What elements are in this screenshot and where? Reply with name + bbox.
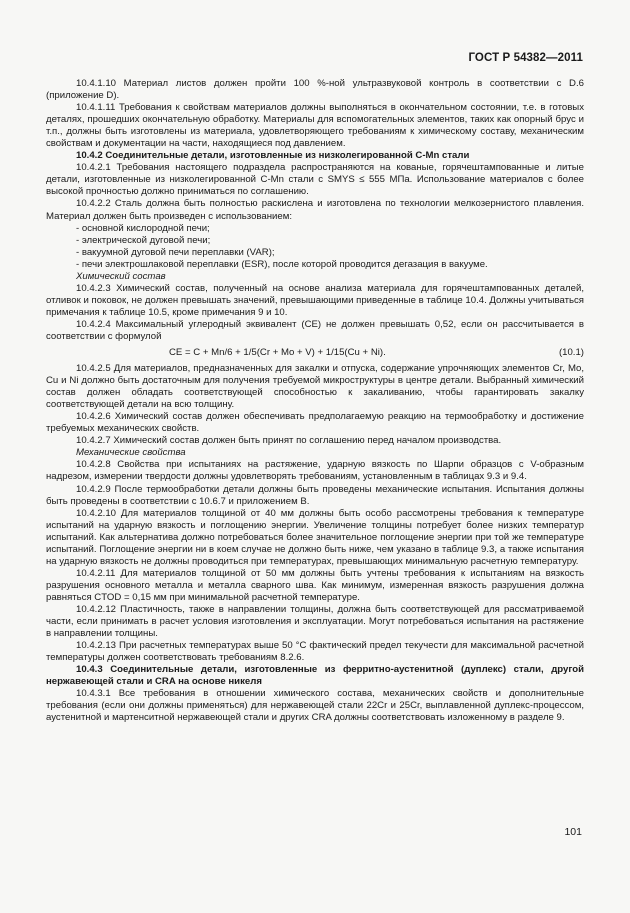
- formula: [46, 346, 584, 360]
- formula-number: (10.1): [558, 347, 584, 359]
- subsection-title: Химический состав: [76, 270, 166, 282]
- paragraph: 10.4.2.7 Химический состав должен быть принят по соглашению перед началом производства.: [76, 435, 502, 447]
- document-header: ГОСТ Р 54382—2011: [468, 52, 583, 64]
- page-number: 101: [564, 826, 582, 838]
- subsection-title: Механические свойства: [76, 447, 186, 459]
- paragraph: 10.4.1.10 Материал листов должен пройти 100 %-ной ультразвуковой контроль в соответствии с D.6 (приложение D).: [46, 78, 584, 102]
- paragraph: 10.4.2.3 Химический состав, полученный на основе анализа материала для горячештампованных деталей, отливок и поковок, не должен превышать значений, превышающими приведенные в таблице 10.4. Должны учитываться примечания к таблице 10.5, кроме примечания 9 и 10.: [46, 282, 584, 318]
- paragraph: 10.4.1.11 Требования к свойствам материалов должны выполняться в окончательном состоянии, т.е. в готовых деталях, прошедших окончательную обработку. Материалы для вспомогательных элементов, таких как опорный брус и т.п., должны быть изготовлены из материала, удовлетворяющего требованиям к химическому составу, механическим свойствам и документации на части, находящиеся под давлением.: [46, 102, 584, 150]
- list-item: - основной кислородной печи;: [76, 222, 210, 234]
- formula-expression: CE = C + Mn/6 + 1/5(Cr + Mo + V) + 1/15(Cu + Ni).: [169, 347, 386, 359]
- paragraph: 10.4.3.1 Все требования в отношении химического состава, механических свойств и дополнительные требования (если они должны применяться) для нержавеющей стали 22Cr и 25Cr, выплавленной дуплекс-процессом, аустенитной и мартенситной нержавеющей стали и других CRA должны соответствовать изложенному в разделе 9.: [46, 688, 584, 724]
- list-item: - электрической дуговой печи;: [76, 234, 211, 246]
- paragraph: 10.4.2.10 Для материалов толщиной от 40 мм должны быть особо рассмотрены требования к температуре испытаний на ударную вязкость и поглощению энергии. Увеличение толщины потребует более низких температур испытаний. Как альтернатива должно потребоваться более значительное поглощение энергии при той же температуре испытаний. Поглощение энергии ни в коем случае не должно быть ниже, чем указано в таблице 9.3, а также испытания на ударную вязкость не должны проводиться при температурах, превышающих минимальную расчетную температуру.: [46, 507, 584, 567]
- paragraph: 10.4.2.11 Для материалов толщиной от 50 мм должны быть учтены требования к испытаниям на вязкость разрушения основного металла и металла сварного шва. Как минимум, измеренная вязкость разрушения должна равняться CTOD = 0,15 мм при минимальной расчетной температуре.: [46, 567, 584, 603]
- section-heading: 10.4.2 Соединительные детали, изготовленные из низколегированной С-Mn стали: [76, 150, 470, 162]
- paragraph: 10.4.2.4 Максимальный углеродный эквивалент (СЕ) не должен превышать 0,52, если он рассчитывается в соответствии с формулой: [46, 318, 584, 342]
- paragraph: 10.4.2.9 После термообработки детали должны быть проведены механические испытания. Испытания должны быть проведены в соответствии с 10.6.7 и приложением В.: [46, 483, 584, 507]
- paragraph: 10.4.2.1 Требования настоящего подраздела распространяются на кованые, горячештампованные и литые детали, изготовленные из низколегированной С-Mn стали с SMYS ≤ 555 МПа. Использование материалов с более высокой прочностью должно приниматься по соглашению.: [46, 162, 584, 198]
- paragraph: 10.4.2.8 Свойства при испытаниях на растяжение, ударную вязкость по Шарпи образцов с V-образным надрезом, измерении твердости должны удовлетворять требованиям, установленным в таблицах 9.3 и 9.4.: [46, 459, 584, 483]
- list-item: - вакуумной дуговой печи переплавки (VAR);: [76, 246, 275, 258]
- paragraph: 10.4.2.12 Пластичность, также в направлении толщины, должна быть соответствующей для рассматриваемой части, если принимать в расчет условия изготовления и эксплуатации. Могут потребоваться испытания на растяжение в направлении толщины.: [46, 603, 584, 640]
- paragraph: 10.4.2.5 Для материалов, предназначенных для закалки и отпуска, содержание упрочняющих элементов Cr, Mo, Cu и Ni должно быть достаточным для получения требуемой микроструктуры в центре детали. Выбранный химический состав должен обладать соответствующей способностью к закаливанию, чтобы гарантировать закалку соответствующей детали на всю толщину.: [46, 363, 584, 411]
- paragraph: 10.4.2.6 Химический состав должен обеспечивать предполагаемую реакцию на термообработку и достижение требуемых механических свойств.: [46, 411, 584, 435]
- paragraph: 10.4.2.2 Сталь должна быть полностью раскислена и изготовлена по технологии мелкозернистого плавления. Материал должен быть произведен с использованием:: [46, 198, 584, 222]
- paragraph: 10.4.2.13 При расчетных температурах выше 50 °С фактический предел текучести для максимальной расчетной температуры должен соответствовать требованиям 8.2.6.: [46, 640, 584, 664]
- list-item: - печи электрошлаковой переплавки (ESR), после которой проводится дегазация в вакууме.: [76, 258, 488, 270]
- document-body: [46, 78, 584, 724]
- section-heading: 10.4.3 Соединительные детали, изготовленные из ферритно-аустенитной (дуплекс) стали, другой нержавеющей стали и CRA на основе никеля: [46, 664, 584, 688]
